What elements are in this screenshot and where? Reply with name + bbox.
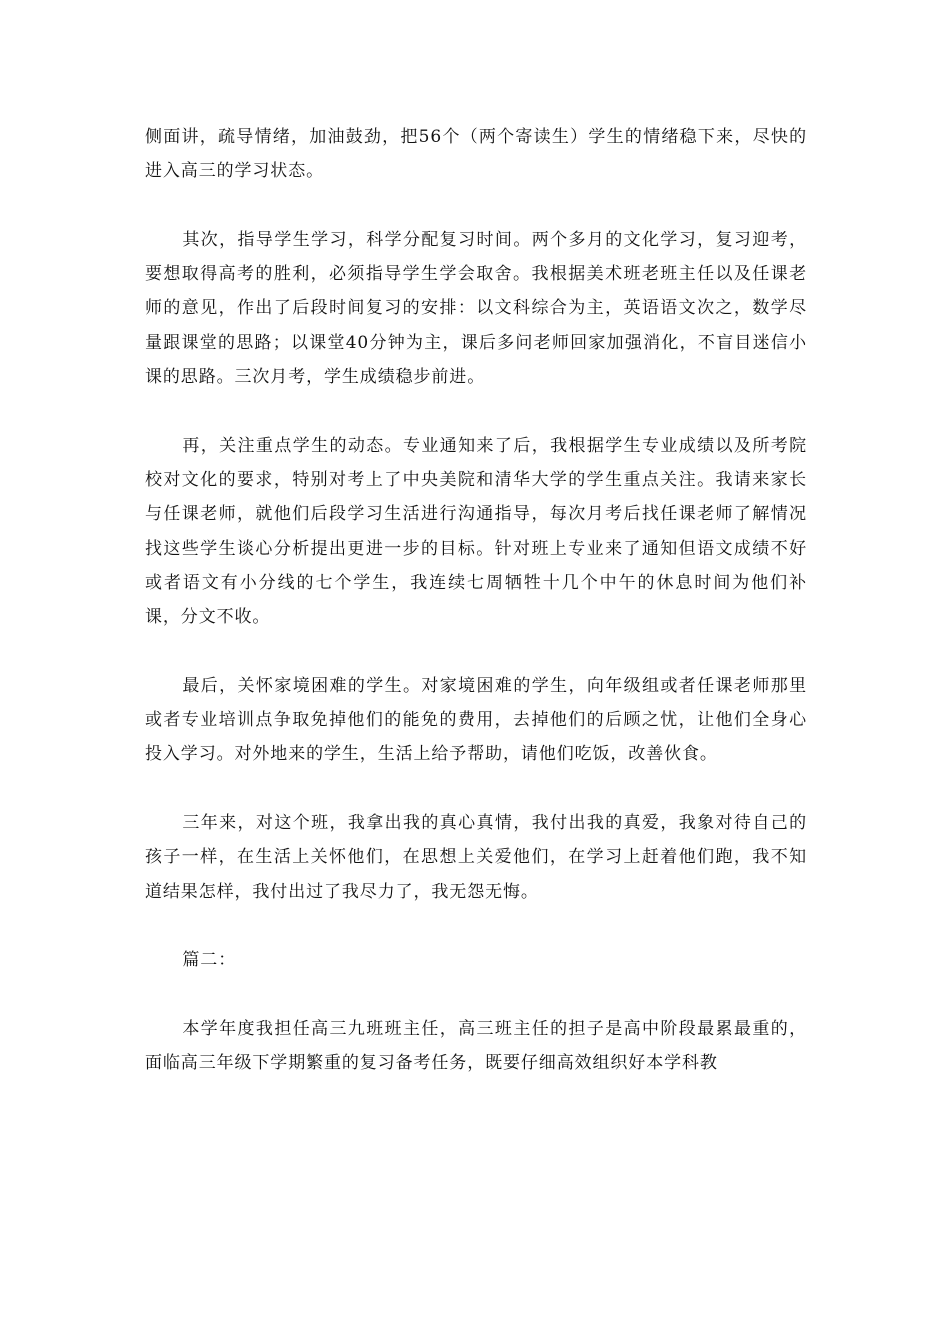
paragraph-continuation: 侧面讲，疏导情绪，加油鼓劲，把56个（两个寄读生）学生的情绪稳下来，尽快的进入高三的学习状态。 (145, 127, 807, 182)
paragraph-fourth: 最后，关怀家境困难的学生。对家境困难的学生，向年级组或者任课老师那里或者专业培训点争取免掉他们的能免的费用，去掉他们的后顾之忧，让他们全身心投入学习。对外地来的学生，生活上给予帮助，请他们吃饭，改善伙食。 (145, 675, 807, 765)
paragraph-third: 再，关注重点学生的动态。专业通知来了后，我根据学生专业成绩以及所考院校对文化的要求，特别对考上了中央美院和清华大学的学生重点关注。我请来家长与任课老师，就他们后段学习生活进行沟通指导，每次月考后找任课老师了解情况找这些学生谈心分析提出更进一步的目标。针对班上专业来了通知但语文成绩不好或者语文有小分线的七个学生，我连续七周牺牲十几个中午的休息时间为他们补课，分文不收。 (145, 435, 807, 628)
document-body (145, 120, 807, 1115)
paragraph-fifth: 三年来，对这个班，我拿出我的真心真情，我付出我的真爱，我象对待自己的孩子一样，在生活上关怀他们，在思想上关爱他们，在学习上赶着他们跑，我不知道结果怎样，我付出过了我尽力了，我无怨无悔。 (145, 812, 807, 902)
paragraph-sixth: 本学年度我担任高三九班班主任，高三班主任的担子是高中阶段最累最重的，面临高三年级下学期繁重的复习备考任务，既要仔细高效组织好本学科教 (145, 1018, 807, 1074)
paragraph-second: 其次，指导学生学习，科学分配复习时间。两个多月的文化学习，复习迎考，要想取得高考的胜利，必须指导学生学会取舍。我根据美术班老班主任以及任课老师的意见，作出了后段时间复习的安排：以文科综合为主，英语语文次之，数学尽量跟课堂的思路；以课堂40分钟为主，课后多问老师回家加强消化，不盲目迷信小课的思路。三次月考，学生成绩稳步前进。 (145, 229, 807, 388)
section-heading: 篇二： (182, 950, 237, 971)
